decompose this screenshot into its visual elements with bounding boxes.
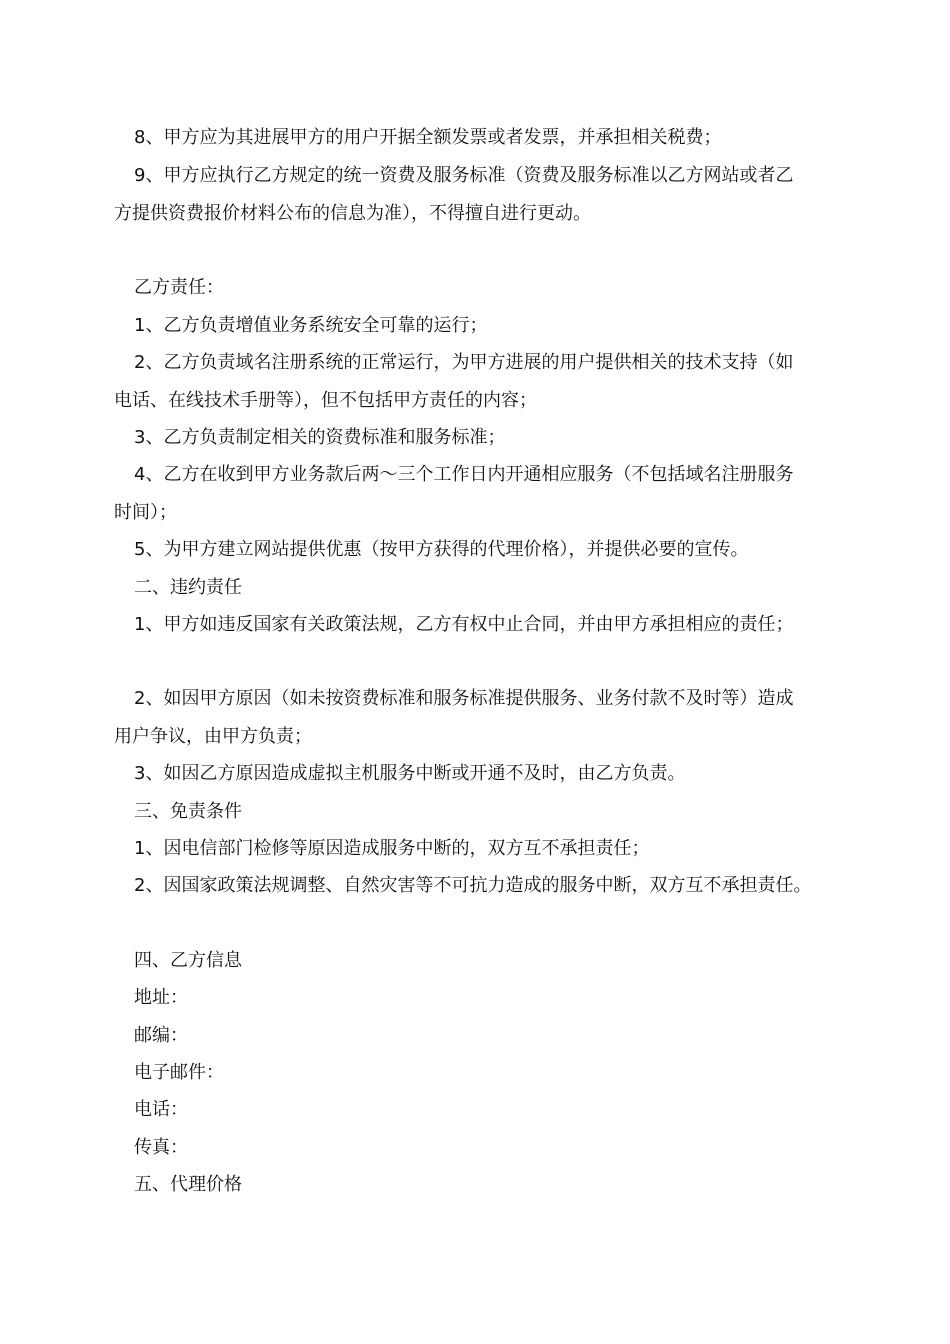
clause-b2-line2: 电话、在线技术手册等），但不包括甲方责任的内容； xyxy=(114,390,537,411)
clause-a9-line1: 9、甲方应执行乙方规定的统一资费及服务标准（资费及服务标准以乙方网站或者乙 xyxy=(134,165,794,186)
field-phone-label: 电话： xyxy=(134,1099,188,1120)
clause-b1: 1、乙方负责增值业务系统安全可靠的运行； xyxy=(134,315,488,336)
clause-b2-line1: 2、乙方负责域名注册系统的正常运行，为甲方进展的用户提供相关的技术支持（如 xyxy=(134,352,794,373)
field-fax-label: 传真： xyxy=(134,1137,188,1158)
clause-b4-line2: 时间）； xyxy=(114,502,177,523)
section-heading-breach: 二、违约责任 xyxy=(134,577,242,598)
clause-a9-line2: 方提供资费报价材料公布的信息为准），不得擅自进行更动。 xyxy=(114,203,591,224)
clause-c2-line2: 用户争议，由甲方负责； xyxy=(114,726,312,747)
field-email-label: 电子邮件： xyxy=(134,1062,224,1083)
field-address-label: 地址： xyxy=(134,987,188,1008)
clause-b3: 3、乙方负责制定相关的资费标准和服务标准； xyxy=(134,427,506,448)
clause-a8: 8、甲方应为其进展甲方的用户开据全额发票或者发票，并承担相关税费； xyxy=(134,127,722,148)
clause-b4-line1: 4、乙方在收到甲方业务款后两～三个工作日内开通相应服务（不包括域名注册服务 xyxy=(134,464,794,485)
section-heading-exemption: 三、免责条件 xyxy=(134,801,242,822)
clause-b5: 5、为甲方建立网站提供优惠（按甲方获得的代理价格），并提供必要的宣传。 xyxy=(134,539,749,560)
clause-d2: 2、因国家政策法规调整、自然灾害等不可抗力造成的服务中断，双方互不承担责任。 xyxy=(134,875,812,896)
field-postcode-label: 邮编： xyxy=(134,1025,188,1046)
clause-c2-line1: 2、如因甲方原因（如未按资费标准和服务标准提供服务、业务付款不及时等）造成 xyxy=(134,688,794,709)
clause-c3: 3、如因乙方原因造成虚拟主机服务中断或开通不及时，由乙方负责。 xyxy=(134,763,686,784)
clause-d1: 1、因电信部门检修等原因造成服务中断的，双方互不承担责任； xyxy=(134,838,650,859)
clause-c1: 1、甲方如违反国家有关政策法规，乙方有权中止合同，并由甲方承担相应的责任； xyxy=(134,614,794,635)
section-heading-party-b-duties: 乙方责任： xyxy=(134,277,224,298)
section-heading-agency-price: 五、代理价格 xyxy=(134,1174,242,1195)
section-heading-party-b-info: 四、乙方信息 xyxy=(134,950,242,971)
